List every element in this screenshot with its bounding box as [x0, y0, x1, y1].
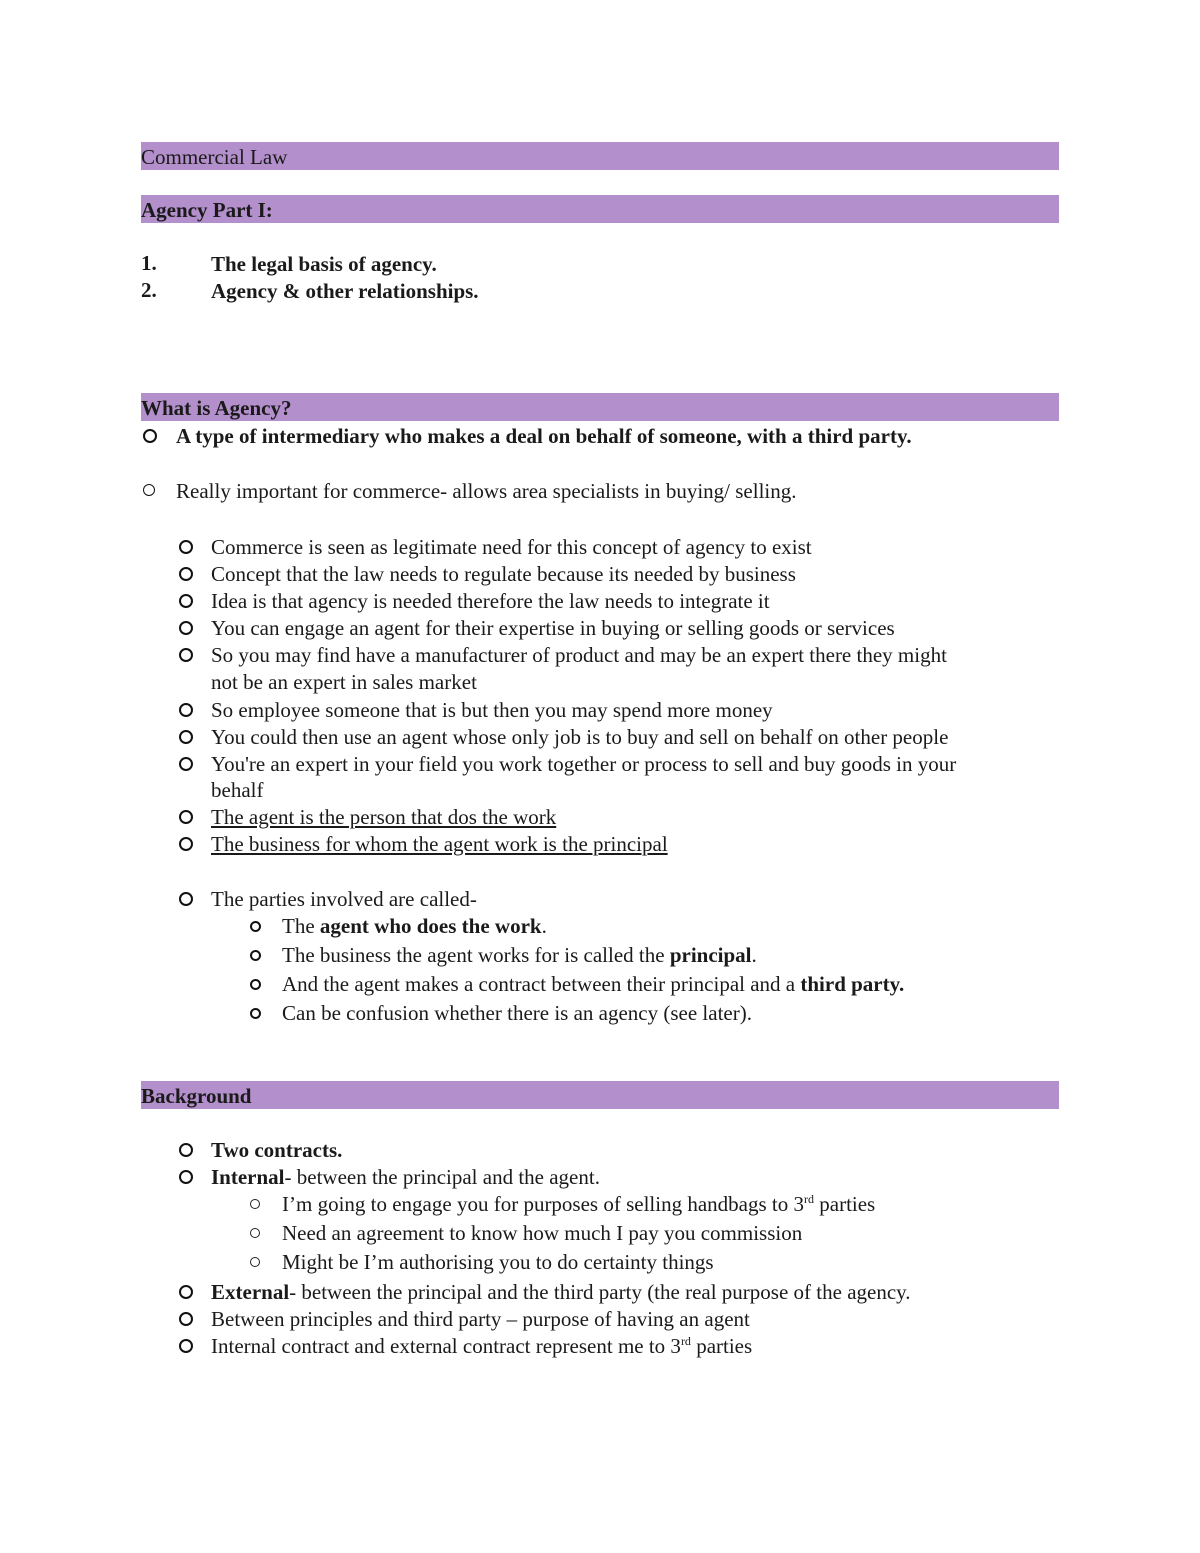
- part-heading-text: Agency Part I:: [141, 198, 273, 222]
- point-1: Commerce is seen as legitimate need for this concept of agency to exist: [211, 535, 812, 559]
- bullet-icon: [179, 757, 193, 771]
- point-8: You're an expert in your field you work together or process to sell and buy goods in your: [211, 752, 957, 776]
- internal-sub-3: Might be I’m authorising you to do certainty things: [282, 1250, 714, 1274]
- bullet-icon: [179, 594, 193, 608]
- party-principal: [282, 942, 757, 969]
- what-is-heading-text: What is Agency?: [141, 396, 292, 420]
- party-agent-post: .: [541, 914, 547, 938]
- sub-bullet-icon: [250, 1008, 261, 1019]
- bullet-icon: [179, 1170, 193, 1184]
- internal-external-pre: Internal contract and external contract represent me to 3: [211, 1334, 681, 1358]
- internal-sub-1-sup: rd: [804, 1192, 814, 1206]
- bullet-icon: [179, 540, 193, 554]
- party-principal-pre: The business the agent works for is called the: [282, 943, 670, 967]
- internal-sub-1-pre: I’m going to engage you for purposes of selling handbags to 3: [282, 1192, 804, 1216]
- bullet-icon: [179, 703, 193, 717]
- point-4: You can engage an agent for their expertise in buying or selling goods or services: [211, 616, 895, 640]
- point-5-cont: not be an expert in sales market: [211, 670, 477, 694]
- external-text: - between the principal and the third party (the real purpose of the agency.: [289, 1280, 911, 1304]
- bullet-icon: [179, 1339, 193, 1353]
- party-agent-bold: agent who does the work: [319, 914, 542, 938]
- importance-text: Really important for commerce- allows area specialists in buying/ selling.: [176, 479, 797, 503]
- sub-bullet-icon: [250, 1199, 260, 1209]
- bullet-icon: [179, 648, 193, 662]
- internal-sub-1: [282, 1191, 875, 1218]
- internal-sub-1-post: parties: [814, 1192, 876, 1216]
- contents-item-1: The legal basis of agency.: [211, 252, 437, 276]
- parties-intro: The parties involved are called-: [211, 887, 477, 911]
- part-heading: [141, 195, 1059, 223]
- bullet-icon: [179, 730, 193, 744]
- sub-bullet-icon: [250, 921, 261, 932]
- two-contracts: Two contracts.: [211, 1138, 343, 1162]
- party-third: [282, 971, 904, 998]
- doc-title: [141, 142, 1059, 170]
- point-9: The agent is the person that dos the work: [211, 805, 557, 829]
- what-is-heading: [141, 393, 1059, 421]
- point-10: The business for whom the agent work is the principal: [211, 832, 668, 856]
- party-principal-post: .: [751, 943, 757, 967]
- party-agent: [282, 913, 547, 940]
- definition-text: A type of intermediary who makes a deal on behalf of someone, with a third party.: [176, 424, 912, 448]
- point-5: So you may find have a manufacturer of product and may be an expert there they might: [211, 643, 947, 667]
- point-6: So employee someone that is but then you may spend more money: [211, 698, 773, 722]
- party-confusion: Can be confusion whether there is an agency (see later).: [282, 1001, 752, 1025]
- bullet-icon: [179, 1285, 193, 1299]
- point-8-cont: behalf: [211, 778, 264, 802]
- party-third-pre: And the agent makes a contract between their principal and a: [282, 972, 801, 996]
- bullet-icon: [179, 1143, 193, 1157]
- external-label: External: [211, 1280, 290, 1304]
- contents-number-1: 1.: [141, 251, 157, 275]
- internal-external-post: parties: [690, 1334, 753, 1358]
- point-2: Concept that the law needs to regulate because its needed by business: [211, 562, 796, 586]
- internal-text: - between the principal and the agent.: [284, 1165, 600, 1189]
- background-heading: [141, 1081, 1059, 1109]
- bullet-icon: [179, 621, 193, 635]
- bullet-icon: [143, 429, 157, 443]
- bullet-icon: [179, 837, 193, 851]
- bullet-icon: [179, 1312, 193, 1326]
- bullet-icon: [179, 892, 193, 906]
- between-parties: Between principles and third party – purpose of having an agent: [211, 1307, 750, 1331]
- point-7: You could then use an agent whose only job is to buy and sell on behalf on other people: [211, 725, 949, 749]
- bullet-icon: [143, 484, 155, 496]
- contents-number-2: 2.: [141, 278, 157, 302]
- sub-bullet-icon: [250, 1257, 260, 1267]
- contents-item-2: Agency & other relationships.: [211, 279, 479, 303]
- internal-sub-2: Need an agreement to know how much I pay you commission: [282, 1221, 803, 1245]
- external-contract: [211, 1279, 911, 1306]
- internal-label: Internal: [211, 1165, 285, 1189]
- internal-external-sup: rd: [680, 1334, 691, 1348]
- bullet-icon: [179, 567, 193, 581]
- point-3: Idea is that agency is needed therefore the law needs to integrate it: [211, 589, 770, 613]
- party-agent-pre: The: [282, 914, 320, 938]
- bullet-icon: [179, 810, 193, 824]
- background-heading-text: Background: [141, 1084, 252, 1108]
- sub-bullet-icon: [250, 979, 261, 990]
- internal-external: [211, 1333, 752, 1360]
- sub-bullet-icon: [250, 950, 261, 961]
- party-principal-bold: principal: [669, 943, 752, 967]
- internal-contract: [211, 1164, 600, 1191]
- party-third-bold: third party.: [800, 972, 905, 996]
- sub-bullet-icon: [250, 1228, 260, 1238]
- doc-title-text: Commercial Law: [141, 145, 288, 169]
